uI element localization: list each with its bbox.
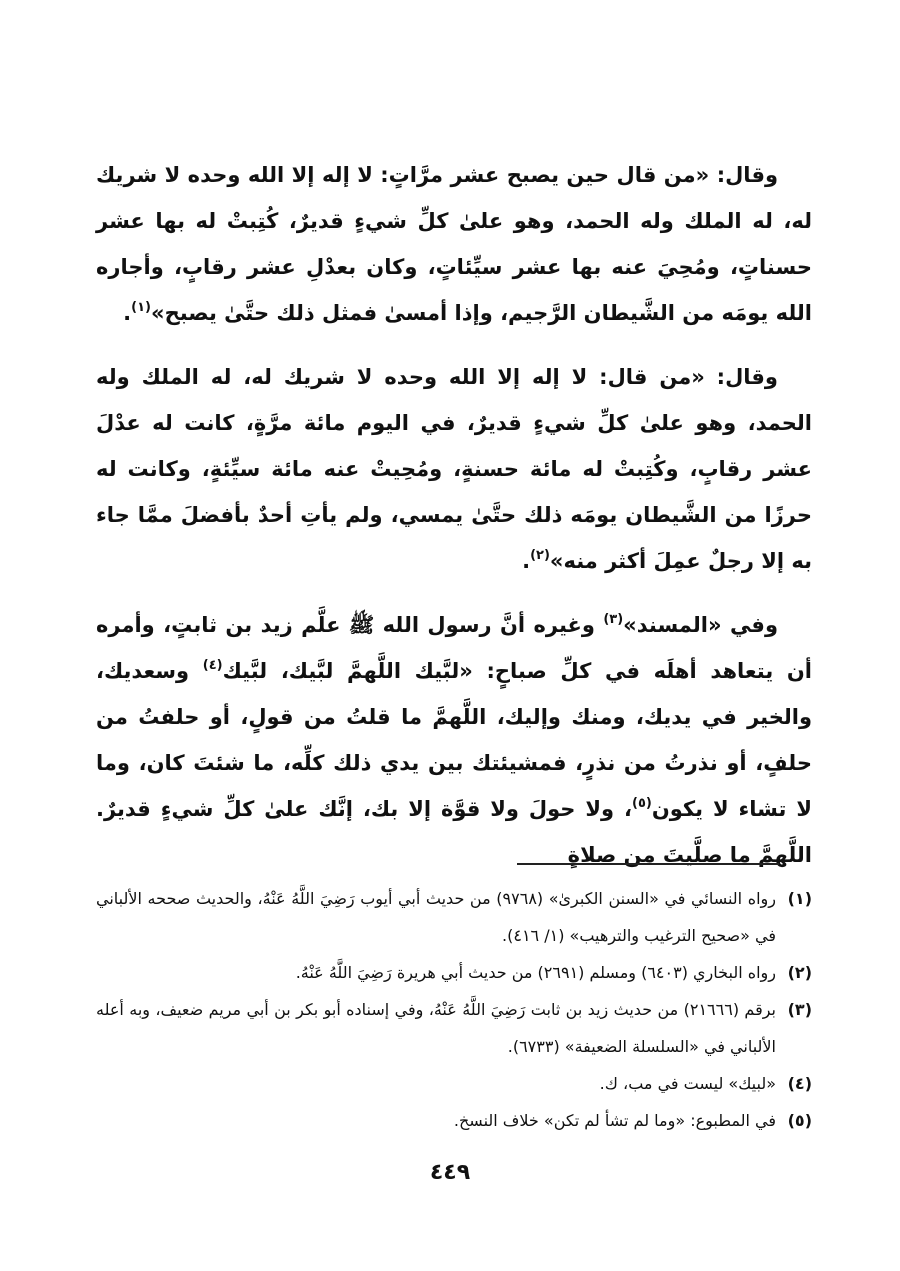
- paragraph: [96, 354, 812, 584]
- text-run: وسعديك، والخير في يديك، ومنك وإليك، اللَّهمَّ ما قلتُ من قولٍ، أو حلفتُ من حلفٍ، أو نذرتُ من نذرٍ، فمشيئتك بين يدي ذلك كلِّه، ما شئتَ كان، وما لا تشاء لا يكون: [96, 659, 812, 821]
- footnote-number: (٤): [787, 1074, 812, 1093]
- page-number: ٤٤٩: [429, 1160, 471, 1185]
- footnote-text: رواه النسائي في «السنن الكبرىٰ» (٩٧٦٨) من حديث أبي أيوب رَضِيَ اللَّهُ عَنْهُ، والحديث صححه الألباني في «صحيح الترغيب والترهيب» (١/ ٤١٦).: [96, 889, 776, 945]
- text-run: ، ولا حولَ ولا قوَّة إلا بك، إنَّك علىٰ كلِّ شيءٍ قديرٌ. اللَّهمَّ ما صلَّيتَ من صلاةٍ: [96, 797, 812, 867]
- footnote-text: «لبيك» ليست في مب، ك.: [599, 1074, 776, 1093]
- paragraph: [96, 602, 812, 878]
- footnote-number: (٢): [787, 963, 812, 982]
- footnote-number: (٣): [787, 1000, 812, 1019]
- text-run: .: [522, 549, 531, 573]
- footnote-ref: (٣): [603, 612, 624, 627]
- footnote-number: (١): [787, 889, 812, 908]
- footnote-item: [96, 954, 812, 991]
- footnote-item: [96, 880, 812, 954]
- text-run: وغيره أنَّ رسول الله ﷺ علَّم زيد بن ثابتٍ، وأمره أن يتعاهد أهلَه في كلِّ صباحٍ: «لبَّيك اللَّهمَّ لبَّيك، لبَّيك: [96, 613, 812, 683]
- footnote-item: [96, 1065, 812, 1102]
- text-run: وقال: «من قال حين يصبح عشر مرَّاتٍ: لا إله إلا الله وحده لا شريك له، له الملك وله الحمد، وهو علىٰ كلِّ شيءٍ قديرٌ، كُتِبتْ له بها عشر حسناتٍ، ومُحِيَ عنه بها عشر سيِّئاتٍ، وكان بعدْلِ عشر رقابٍ، وأجاره الله يومَه من الشَّيطان الرَّجيم، وإذا أمسىٰ فمثل ذلك حتَّىٰ يصبح»: [96, 163, 812, 325]
- footnote-ref: (٤): [202, 658, 223, 673]
- footnote-text: رواه البخاري (٦٤٠٣) ومسلم (٢٦٩١) من حديث أبي هريرة رَضِيَ اللَّهُ عَنْهُ.: [295, 963, 776, 982]
- footnote-ref: (١): [131, 300, 151, 315]
- footnote-ref: (٥): [631, 796, 652, 811]
- footnote-text: في المطبوع: «وما لم تشأ لم تكن» خلاف النسخ.: [453, 1111, 776, 1130]
- text-run: .: [123, 301, 132, 325]
- footnote-text: برقم (٢١٦٦٦) من حديث زيد بن ثابت رَضِيَ اللَّهُ عَنْهُ، وفي إسناده أبو بكر بن أبي مريم ضعيف، وبه أعله الألباني في «السلسلة الضعيفة» (٦٧٣٣).: [96, 1000, 777, 1056]
- footnote-ref: (٢): [530, 548, 550, 563]
- paragraph: [96, 152, 812, 336]
- footnote-separator: [517, 863, 779, 865]
- footnote-item: [96, 1102, 812, 1139]
- text-run: وقال: «من قال: لا إله إلا الله وحده لا شريك له، له الملك وله الحمد، وهو علىٰ كلِّ شيءٍ قديرٌ، في اليوم مائة مرَّةٍ، كانت له عدْلَ عشر رقابٍ، وكُتِبتْ له مائة حسنةٍ، ومُحِيتْ عنه مائة سيِّئةٍ، وكانت له حرزًا من الشَّيطان يومَه ذلك حتَّىٰ يمسي، ولم يأتِ أحدٌ بأفضلَ ممَّا جاء به إلا رجلٌ عمِلَ أكثر منه»: [96, 365, 812, 573]
- footnote-item: [96, 991, 812, 1065]
- footnotes: [96, 880, 812, 1139]
- text-run: وفي «المسند»: [623, 613, 778, 637]
- main-text: [96, 152, 812, 896]
- footnote-number: (٥): [787, 1111, 812, 1130]
